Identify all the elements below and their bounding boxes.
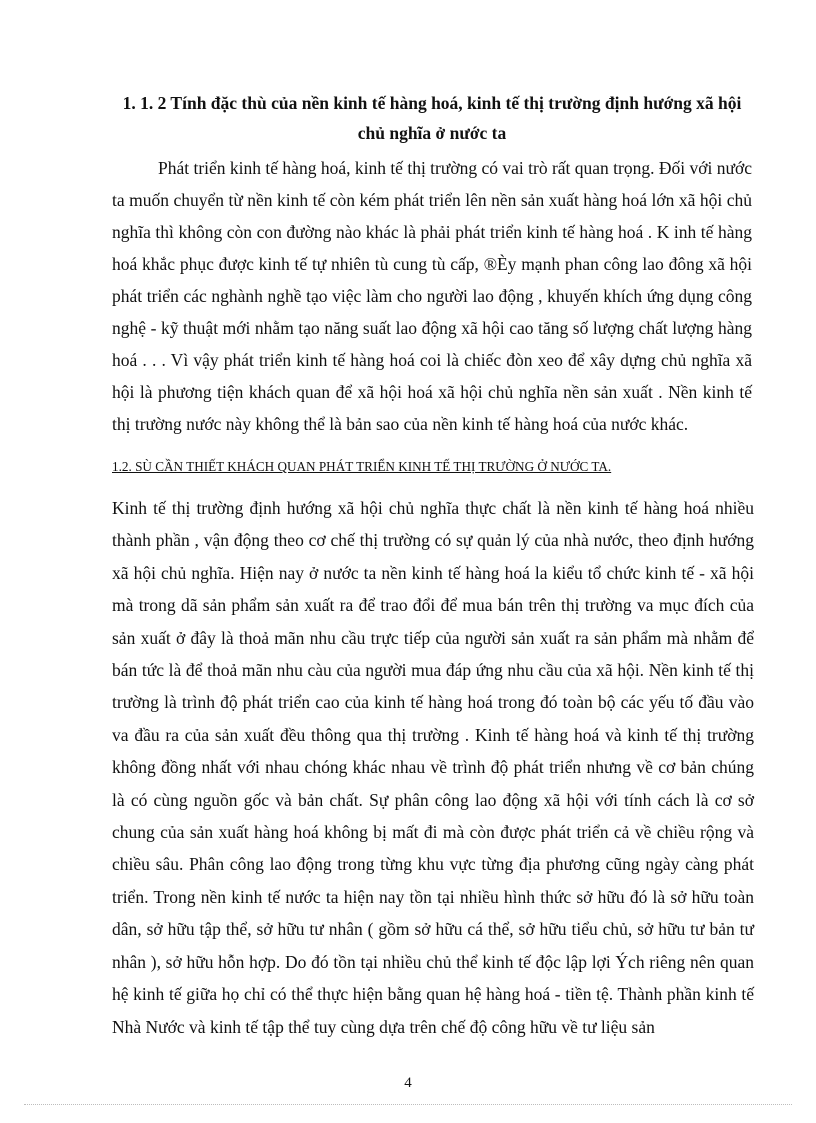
page-number: 4 <box>404 1075 412 1091</box>
section-title-underlined: 1.2. SÙ CẦN THIẾT KHÁCH QUAN PHÁT TRIỂN KINH TẾ THỊ TRƯỜNG Ở NƯỚC TA. <box>112 459 612 474</box>
section-heading: 1. 1. 2 Tính đặc thù của nền kinh tế hàng hoá, kinh tế thị trường định hướng xã hội chủ nghĩa ở nước ta <box>122 93 742 143</box>
footer-divider <box>24 1104 792 1105</box>
body-paragraph-1: Phát triển kinh tế hàng hoá, kinh tế thị trường có vai trò rất quan trọng. Đối với nước ta muốn chuyển từ nền kinh tế còn kém phát triển lên nền sản xuất hàng hoá lớn xã hội chủ nghĩa thì không còn con đường nào khác là phải phát triển kinh tế hàng hoá . K inh tế hàng hoá khắc phục được kinh tế tự nhiên tù cung tù cấp, ®Èy mạnh phan công lao đông xã hội phát triển các nghành nghề tạo việc làm cho người lao động , khuyến khích ứng dụng công nghệ - kỹ thuật mới nhằm tạo năng suất lao động xã hội cao tăng số lượng chất lượng hàng hoá . . . Vì vậy phát triển kinh tế hàng hoá coi là chiếc đòn xeo để xây dựng chủ nghĩa xã hội là phương tiện khách quan để xã hội hoá xã hội chủ nghĩa nền sản xuất . Nền kinh tế thị trường nước này không thể là bản sao của nền kinh tế hàng hoá của nước khác. <box>112 158 752 434</box>
body-paragraph-2: Kinh tế thị trường định hướng xã hội chủ nghĩa thực chất là nền kinh tế hàng hoá nhiều thành phần , vận động theo cơ chế thị trường có sự quản lý của nhà nước, theo định hướng xã hội chủ nghĩa. Hiện nay ở nước ta nền kinh tế hàng hoá la kiểu tổ chức kinh tế - xã hội mà trong dã sản phẩm sản xuất ra để trao đổi để mua bán trên thị trường va mục đích của sản xuất ở đây là thoả mãn nhu cầu trực tiếp của người sản xuất ra sản phẩm mà nhằm để bán tức là để thoả mãn nhu càu của người mua đáp ứng nhu cầu của xã hội. Nền kinh tế thị trường là trình độ phát triển cao của kinh tế hàng hoá trong đó toàn bộ các yếu tố đầu vào va đầu ra của sản xuất đều thông qua thị trường . Kinh tế hàng hoá và kinh tế thị trường không đồng nhất với nhau chóng khác nhau về trình độ phát triển nhưng về cơ bản chúng là có cùng nguồn gốc và bản chất. Sự phân công lao động xã hội với tính cách là cơ sở chung của sản xuất hàng hoá không bị mất đi mà còn được phát triển cả về chiều rộng và chiều sâu. Phân công lao động trong từng khu vực từng địa phương cũng ngày càng phát triển. Trong nền kinh tế nước ta hiện nay tồn tại nhiều hình thức sở hữu đó là sở hữu toàn dân, sở hữu tập thể, sở hữu tư nhân ( gồm sở hữu cá thể, sở hữu tiểu chủ, sở hữu tư bản tư nhân ), sở hữu hỗn hợp. Do đó tồn tại nhiều chủ thể kinh tế độc lập lợi Ých riêng nên quan hệ kinh tế giữa họ chỉ có thể thực hiện bằng quan hệ hàng hoá - tiền tệ. Thành phần kinh tế Nhà Nước và kinh tế tập thể tuy cùng dựa trên chế độ công hữu về tư liệu sản <box>112 498 754 1037</box>
